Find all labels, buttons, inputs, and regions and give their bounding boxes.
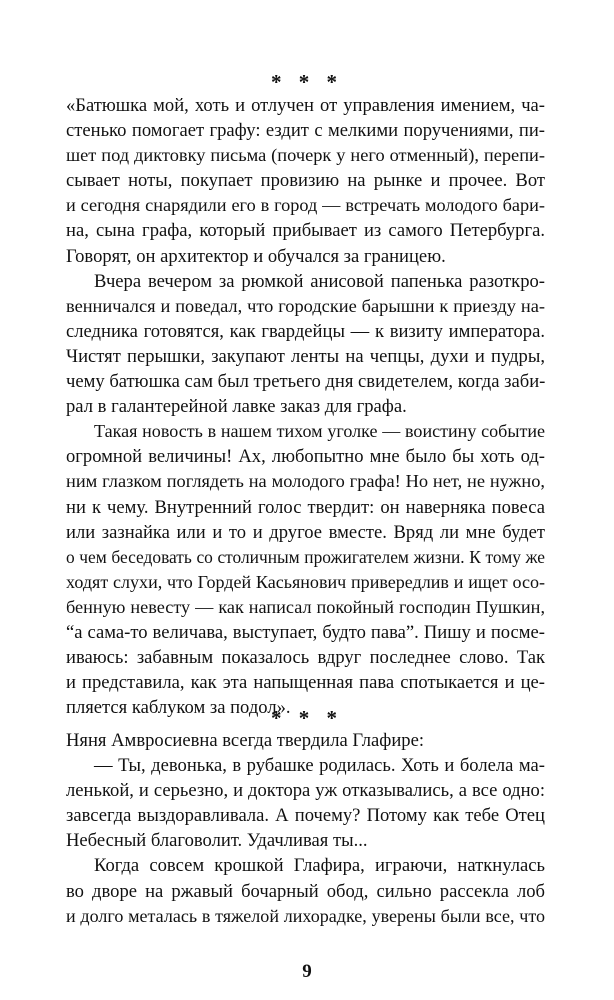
text-line: рал в галантерейной лавке заказ для графа.: [66, 396, 407, 418]
section-separator: * * *: [271, 706, 343, 730]
text-line: на, сына графа, который прибывает из самого Петербурга.: [66, 220, 545, 242]
text-line: бенную невесту — как написал покойный господин Пушкин,: [66, 596, 545, 617]
text-line: ни к чему. Внутренний голос твердит: он наверняка повеса: [66, 496, 545, 518]
section-separator: * * *: [271, 70, 343, 94]
page-number: 9: [302, 961, 312, 982]
text-line: стенько помогает графу: ездит с мелкими поручениями, пи-: [66, 120, 545, 142]
text-line: Чистят перышки, закупают ленты на чепцы, духи и пудры,: [66, 345, 545, 367]
text-line: иваюсь: забавным показалось вдруг последнее слово. Так: [66, 647, 545, 669]
text-line: Говорят, он архитектор и обучался за границею.: [66, 245, 446, 267]
text-line: следника готовятся, как гвардейцы — к визиту императора.: [66, 320, 545, 342]
diary-entry-text: [66, 93, 545, 720]
text-line: «Батюшка мой, хоть и отлучен от управления имением, ча-: [66, 95, 545, 116]
text-line: Вчера вечером за рюмкой анисовой папенька разоткро-: [94, 270, 545, 292]
text-line: огромной величины! Ах, любопытно мне было бы хоть од-: [66, 446, 545, 468]
text-line: — Ты, девонька, в рубашке родилась. Хоть и болела ма-: [94, 755, 545, 777]
text-line: сывает ноты, покупает провизию на рынке и прочее. Вот: [66, 170, 545, 192]
text-line: Небесный благоволит. Удачливая ты...: [66, 830, 368, 852]
text-line: и сегодня снарядили его в город — встречать молодого бари-: [66, 195, 545, 216]
text-line: ним глазком поглядеть на молодого графа! Но нет, не нужно,: [66, 471, 545, 492]
text-line: “а сама-то величава, выступает, будто пава”. Пишу и посме-: [66, 621, 545, 643]
text-line: завсегда выздоравливала. А почему? Потому как тебе Отец: [66, 805, 545, 827]
narrative-text: [66, 728, 545, 929]
text-line: Такая новость в нашем тихом уголке — воистину событие: [94, 421, 545, 442]
text-line: о чем беседовать со столичным прожигателем жизни. К тому же: [66, 547, 545, 567]
text-line: шет под диктовку письма (почерк у него отменный), перепи-: [66, 145, 545, 166]
text-line: Когда совсем крошкой Глафира, играючи, наткнулась: [94, 855, 545, 877]
text-line: венничался и поведал, что городские барышни к приезду на-: [66, 295, 545, 316]
text-line: и представила, как эта напыщенная пава спотыкается и це-: [66, 672, 545, 694]
text-line: пляется каблуком за подол».: [66, 697, 291, 719]
text-line: Няня Амвросиевна всегда твердила Глафире:: [66, 730, 425, 751]
text-line: и долго металась в тяжелой лихорадке, уверены были все, что: [66, 905, 545, 926]
text-line: ходят слухи, что Гордей Касьянович привередлив и ищет осо-: [66, 571, 545, 592]
text-line: во дворе на ржавый бочарный обод, сильно рассекла лоб: [66, 880, 545, 902]
text-line: ленькой, и серьезно, и доктора уж отказывались, а все одно:: [66, 780, 545, 802]
text-line: чему батюшка сам был третьего дня свидетелем, когда заби-: [66, 371, 546, 393]
text-line: или зазнайка или и то и другое вместе. Вряд ли мне будет: [66, 521, 545, 543]
